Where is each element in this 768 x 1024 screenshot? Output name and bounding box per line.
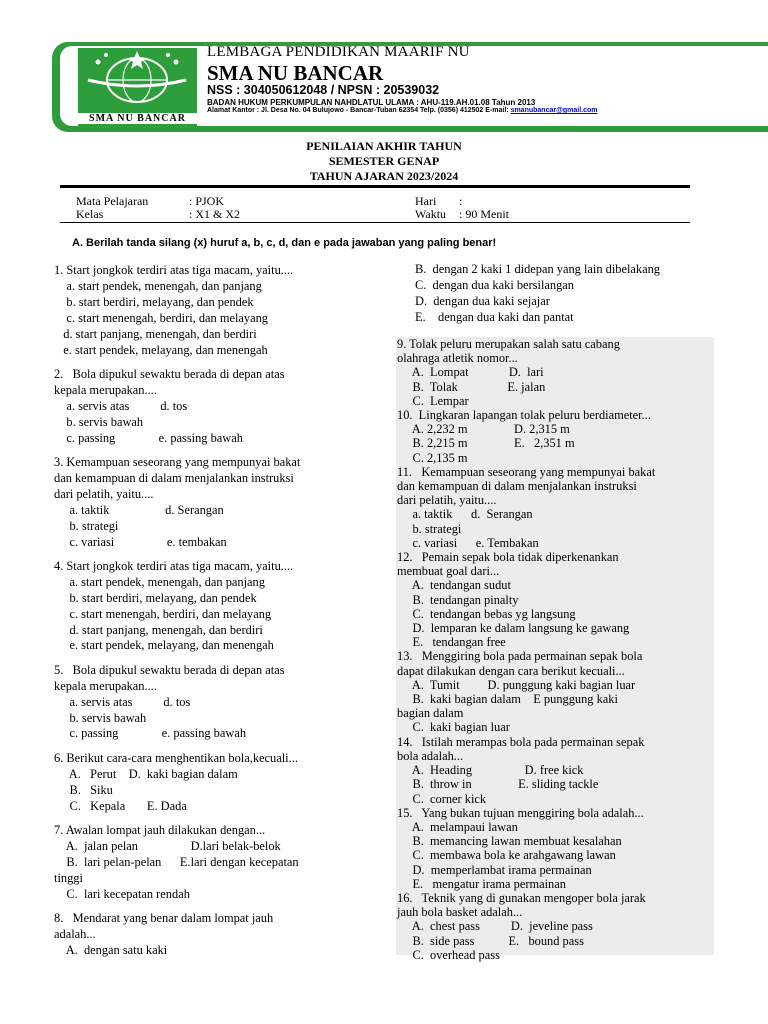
question-line: olahraga atletik nomor... xyxy=(397,351,518,366)
question-line: 7. Awalan lompat jauh dilakukan dengan... xyxy=(54,823,266,837)
question-line: D. memperlambat irama permainan xyxy=(397,862,592,877)
question-line: C. overhead pass xyxy=(397,947,500,962)
question-line: B. throw in E. sliding tackle xyxy=(397,777,599,792)
question-line: c. start menengah, berdiri, dan melayang xyxy=(54,606,272,621)
question-line: A. Lompat D. lari xyxy=(397,365,544,380)
nss-npsn: NSS : 304050612048 / NPSN : 20539032 xyxy=(207,83,440,97)
question-line: B. lari pelan-pelan E.lari dengan kecepatan xyxy=(54,854,299,869)
class-value: : X1 & X2 xyxy=(189,207,240,221)
institution-name: LEMBAGA PENDIDIKAN MAARIF NU xyxy=(207,44,470,60)
question-line xyxy=(54,903,394,912)
question-line: a. taktik d. Serangan xyxy=(397,507,533,522)
question-line: dari pelatih, yaitu.... xyxy=(397,493,497,508)
question-line: C. dengan dua kaki bersilangan xyxy=(415,277,574,292)
question-line: B. 2,215 m E. 2,351 m xyxy=(397,436,575,451)
question-line: B. Tolak E. jalan xyxy=(397,379,546,394)
question-line xyxy=(54,654,394,663)
question-line: 15. Yang bukan tujuan menggiring bola adalah... xyxy=(397,805,644,820)
class-label: Kelas xyxy=(76,207,104,221)
time-label: Waktu xyxy=(415,207,447,221)
question-line: E. tendangan free xyxy=(397,635,506,650)
question-line: 10. Lingkaran lapangan tolak peluru berdiameter... xyxy=(397,408,651,423)
time-value: : 90 Menit xyxy=(459,207,509,221)
question-line: A. Tumit D. punggung kaki bagian luar xyxy=(397,677,636,692)
question-line: 2. Bola dipukul sewaktu berada di depan atas xyxy=(54,366,285,381)
question-line: 3. Kemampuan seseorang yang mempunyai bakat xyxy=(54,454,301,469)
day-value: : xyxy=(459,194,463,208)
question-line: B. tendangan pinalty xyxy=(397,592,519,607)
question-line: a. servis atas d. tos xyxy=(54,398,188,413)
question-line: C. lari kecepatan rendah xyxy=(54,886,190,901)
question-line: 14. Istilah merampas bola pada permainan sepak xyxy=(397,734,645,749)
question-line: jauh bola basket adalah... xyxy=(397,905,523,920)
question-line xyxy=(54,742,394,751)
year-title: TAHUN AJARAN 2023/2024 xyxy=(309,169,459,183)
question-line: membuat goal dari... xyxy=(397,564,500,579)
question-line: adalah... xyxy=(54,926,96,941)
question-line: b. servis bawah xyxy=(54,414,144,429)
question-line: B. Siku xyxy=(54,782,113,797)
header-rule xyxy=(60,185,690,188)
question-line xyxy=(54,358,394,367)
day-label: Hari xyxy=(415,194,437,208)
q8-options-continued xyxy=(415,262,715,326)
question-line: dapat dilakukan dengan cara berikut kecuali... xyxy=(397,663,625,678)
question-line: A. 2,232 m D. 2,315 m xyxy=(397,422,570,437)
instruction: A. Berilah tanda silang (x) huruf a, b, c, d, dan e pada jawaban yang paling benar! xyxy=(72,237,497,249)
question-line: kepala merupakan.... xyxy=(54,382,157,397)
question-line: 6. Berikut cara-cara menghentikan bola,kecuali... xyxy=(54,750,298,765)
question-line: b. strategi xyxy=(54,518,119,533)
question-line: D. lemparan ke dalam langsung ke gawang xyxy=(397,621,630,636)
school-name: SMA NU BANCAR xyxy=(207,61,384,85)
question-line: b. servis bawah xyxy=(54,710,147,725)
question-line: bagian dalam xyxy=(397,706,464,721)
logo-caption: SMA NU BANCAR xyxy=(78,113,197,124)
question-line: dan kemampuan di dalam menjalankan instruksi xyxy=(397,479,637,494)
question-line: c. passing e. passing bawah xyxy=(54,430,243,445)
question-line xyxy=(54,550,394,559)
subject-value: : PJOK xyxy=(189,194,225,208)
question-line: bola adalah... xyxy=(397,748,464,763)
question-line: tinggi xyxy=(54,870,83,885)
question-line: C. Lempar xyxy=(397,393,469,408)
question-line: a. servis atas d. tos xyxy=(54,694,191,709)
question-line: c. passing e. passing bawah xyxy=(54,726,247,741)
question-line: 4. Start jongkok terdiri atas tiga macam, yaitu.... xyxy=(54,558,294,573)
question-line: 5. Bola dipukul sewaktu berada di depan atas xyxy=(54,662,285,677)
question-line: C. corner kick xyxy=(397,791,487,806)
question-line: B. side pass E. bound pass xyxy=(397,933,584,948)
question-line: A. melampaui lawan xyxy=(397,819,518,834)
info-rule xyxy=(60,222,690,223)
legal-entity: BADAN HUKUM PERKUMPULAN NAHDLATUL ULAMA : AHU-119.AH.01.08 Tahun 2013 xyxy=(207,98,536,107)
question-line: A. Heading D. free kick xyxy=(397,763,584,778)
semester-title: SEMESTER GENAP xyxy=(328,154,440,168)
question-line xyxy=(54,815,394,824)
question-line: a. start pendek, menengah, dan panjang xyxy=(54,278,262,293)
question-line: B. dengan 2 kaki 1 didepan yang lain dibelakang xyxy=(415,262,660,276)
question-line: b. start berdiri, melayang, dan pendek xyxy=(54,294,254,309)
question-line: C. tendangan bebas yg langsung xyxy=(397,606,576,621)
address-text: Alamat Kantor : Jl. Desa No. 04 Bulujowo - Bancar-Tuban 62354 Telp. (0356) 412502 E-mail: xyxy=(207,107,511,114)
question-line: D. dengan dua kaki sejajar xyxy=(415,293,550,308)
question-line: e. start pendek, melayang, dan menengah xyxy=(54,638,274,653)
question-line: 9. Tolak peluru merupakan salah satu cabang xyxy=(397,337,620,351)
question-line: C. kaki bagian luar xyxy=(397,720,510,735)
question-line: 16. Teknik yang di gunakan mengoper bola jarak xyxy=(397,890,646,905)
question-line: c. variasi e. tembakan xyxy=(54,534,227,549)
subject-label: Mata Pelajaran xyxy=(76,194,149,208)
email-link[interactable]: smanubancar@gmail.com xyxy=(510,107,598,114)
exam-title: PENILAIAN AKHIR TAHUN xyxy=(306,139,462,153)
question-line: A. dengan satu kaki xyxy=(54,942,168,957)
question-line: b. start berdiri, melayang, dan pendek xyxy=(54,590,257,605)
question-line: E. dengan dua kaki dan pantat xyxy=(415,309,574,324)
question-line: 1. Start jongkok terdiri atas tiga macam, yaitu.... xyxy=(54,263,294,277)
question-line: 13. Menggiring bola pada permainan sepak bola xyxy=(397,649,643,664)
left-question-column xyxy=(54,263,394,959)
question-line: A. tendangan sudut xyxy=(397,578,511,593)
question-line: C. 2,135 m xyxy=(397,450,468,465)
question-line: c. variasi e. Tembakan xyxy=(397,535,539,550)
school-logo xyxy=(78,48,197,126)
right-question-column xyxy=(397,337,715,962)
question-line: a. start pendek, menengah, dan panjang xyxy=(54,574,265,589)
question-line: c. start menengah, berdiri, dan melayang xyxy=(54,310,269,325)
question-line: B. memancing lawan membuat kesalahan xyxy=(397,834,622,849)
office-address xyxy=(207,107,598,114)
question-line: dari pelatih, yaitu.... xyxy=(54,486,154,501)
question-line: d. start panjang, menengah, dan berdiri xyxy=(54,326,257,341)
question-line: dan kemampuan di dalam menjalankan instruksi xyxy=(54,470,294,485)
question-line: e. start pendek, melayang, dan menengah xyxy=(54,342,268,357)
question-line: E. mengatur irama permainan xyxy=(397,876,566,891)
question-line: 12. Pemain sepak bola tidak diperkenankan xyxy=(397,550,619,565)
question-line: 8. Mendarat yang benar dalam lompat jauh xyxy=(54,911,274,926)
question-line: kepala merupakan.... xyxy=(54,678,157,693)
globe-star-emblem-icon xyxy=(78,48,197,114)
question-line: A. chest pass D. jeveline pass xyxy=(397,919,593,934)
question-line: C. Kepala E. Dada xyxy=(54,798,187,813)
question-line: d. start panjang, menengah, dan berdiri xyxy=(54,622,263,637)
question-line: C. membawa bola ke arahgawang lawan xyxy=(397,848,616,863)
question-line: a. taktik d. Serangan xyxy=(54,502,224,517)
question-line: B. kaki bagian dalam E punggung kaki xyxy=(397,692,618,707)
question-line: b. strategi xyxy=(397,521,462,536)
question-line: 11. Kemampuan seseorang yang mempunyai bakat xyxy=(397,464,656,479)
question-line xyxy=(54,446,394,455)
question-line: A. Perut D. kaki bagian dalam xyxy=(54,766,238,781)
question-line: A. jalan pelan D.lari belak-belok xyxy=(54,838,281,853)
